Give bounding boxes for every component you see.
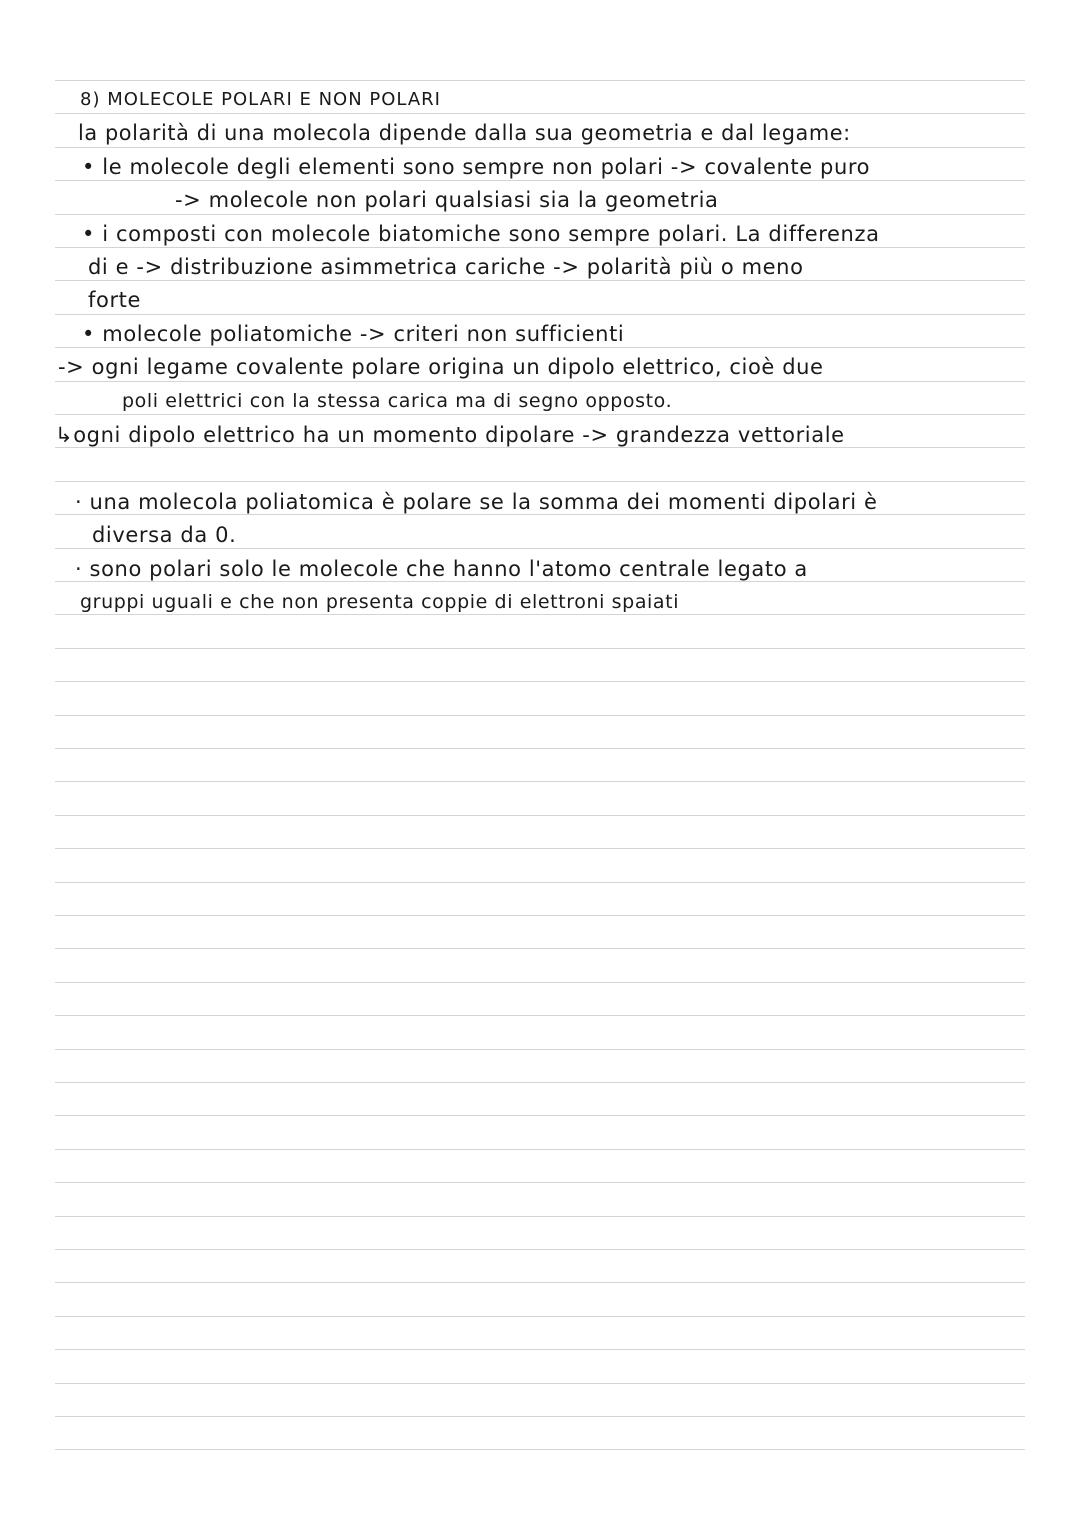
text-line: forte <box>88 288 142 312</box>
ruled-line <box>55 848 1025 849</box>
ruled-line <box>55 214 1025 215</box>
ruled-line <box>55 915 1025 916</box>
ruled-line <box>55 1182 1025 1183</box>
ruled-line <box>55 1115 1025 1116</box>
text-line: • molecole poliatomiche -> criteri non sufficienti <box>82 322 625 346</box>
ruled-line <box>55 614 1025 615</box>
ruled-line <box>55 1049 1025 1050</box>
ruled-line <box>55 1416 1025 1417</box>
ruled-line <box>55 748 1025 749</box>
text-line: · una molecola poliatomica è polare se la somma dei momenti dipolari è <box>75 490 878 514</box>
ruled-line <box>55 715 1025 716</box>
ruled-line <box>55 948 1025 949</box>
ruled-line <box>55 1383 1025 1384</box>
text-line: -> molecole non polari qualsiasi sia la geometria <box>175 188 719 212</box>
ruled-line <box>55 113 1025 114</box>
ruled-line <box>55 1449 1025 1450</box>
ruled-line <box>55 1316 1025 1317</box>
text-line: -> ogni legame covalente polare origina un dipolo elettrico, cioè due <box>58 355 824 379</box>
ruled-line <box>55 1015 1025 1016</box>
text-line: gruppi uguali e che non presenta coppie di elettroni spaiati <box>80 591 680 613</box>
ruled-line <box>55 1216 1025 1217</box>
ruled-line <box>55 147 1025 148</box>
ruled-line <box>55 1249 1025 1250</box>
ruled-line <box>55 648 1025 649</box>
ruled-line <box>55 280 1025 281</box>
ruled-line <box>55 180 1025 181</box>
section-title: 8) MOLECOLE POLARI E NON POLARI <box>80 89 441 110</box>
ruled-line <box>55 247 1025 248</box>
ruled-line <box>55 982 1025 983</box>
ruled-line <box>55 514 1025 515</box>
ruled-line <box>55 381 1025 382</box>
ruled-line <box>55 781 1025 782</box>
text-line: la polarità di una molecola dipende dalla sua geometria e dal legame: <box>78 121 851 145</box>
ruled-line <box>55 1349 1025 1350</box>
ruled-line <box>55 548 1025 549</box>
ruled-line <box>55 347 1025 348</box>
text-line: ↳ogni dipolo elettrico ha un momento dipolare -> grandezza vettoriale <box>55 423 845 447</box>
ruled-line <box>55 447 1025 448</box>
ruled-line <box>55 1149 1025 1150</box>
ruled-line <box>55 681 1025 682</box>
ruled-line <box>55 481 1025 482</box>
text-line: diversa da 0. <box>92 523 237 547</box>
text-line: • i composti con molecole biatomiche sono sempre polari. La differenza <box>82 222 880 246</box>
text-line: • le molecole degli elementi sono sempre non polari -> covalente puro <box>82 155 871 179</box>
ruled-line <box>55 1282 1025 1283</box>
ruled-line <box>55 581 1025 582</box>
text-line: di e -> distribuzione asimmetrica cariche -> polarità più o meno <box>88 255 804 279</box>
text-line: · sono polari solo le molecole che hanno l'atomo centrale legato a <box>75 557 808 581</box>
text-line: poli elettrici con la stessa carica ma di segno opposto. <box>122 390 673 412</box>
ruled-line <box>55 314 1025 315</box>
ruled-line <box>55 815 1025 816</box>
ruled-line <box>55 80 1025 81</box>
ruled-line <box>55 414 1025 415</box>
ruled-line <box>55 1082 1025 1083</box>
ruled-line <box>55 882 1025 883</box>
